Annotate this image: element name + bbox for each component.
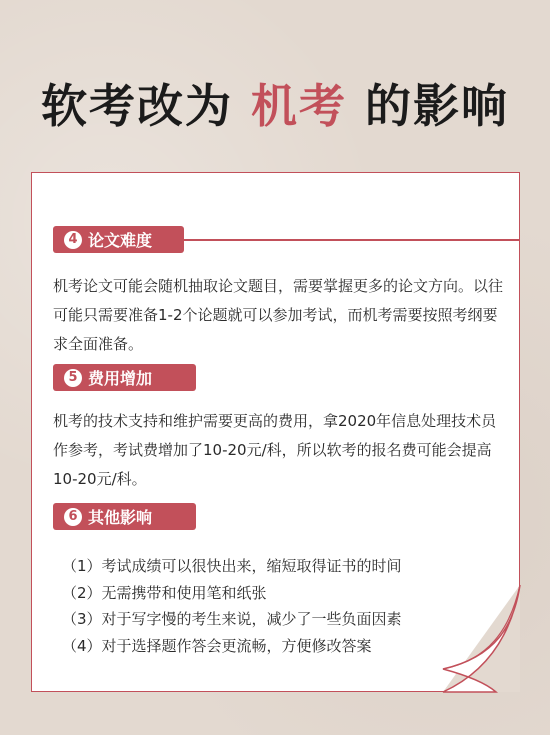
list-item: （4）对于选择题作答会更流畅，方便修改答案 [62, 636, 372, 655]
section-5-header [53, 364, 196, 391]
title-part2: 的影响 [365, 79, 510, 133]
section-6-number-badge: 6 [64, 508, 82, 526]
section-6-header [53, 503, 196, 530]
section-5-body: 机考的技术支持和维护需要更高的费用，拿2020年信息处理技术员作参考，考试费增加了10-20元/科，所以软考的报名费可能会提高10-20元/科。 [53, 412, 497, 488]
section-4-header [53, 226, 184, 253]
title-part1: 软考改为 [40, 79, 233, 133]
section-4-body: 机考论文可能会随机抽取论文题目，需要掌握更多的论文方向。以往可能只需要准备1-2个论题就可以参加考试，而机考需要按照考纲要求全面准备。 [53, 277, 504, 353]
page-curl-decoration [418, 585, 528, 695]
list-item: （1）考试成绩可以很快出来，缩短取得证书的时间 [62, 557, 402, 575]
section-4-heading: 论文难度 [88, 231, 153, 250]
page-title [0, 70, 550, 136]
title-highlight: 机考 [251, 79, 347, 133]
list-item: （3）对于写字慢的考生来说，减少了一些负面因素 [62, 610, 402, 628]
section-5-number-badge: 5 [64, 369, 82, 387]
list-item: （2）无需携带和使用笔和纸张 [62, 583, 267, 602]
section-6-heading: 其他影响 [88, 508, 153, 527]
section-5-heading: 费用增加 [88, 369, 153, 388]
section-4-number-badge: 4 [64, 231, 82, 249]
